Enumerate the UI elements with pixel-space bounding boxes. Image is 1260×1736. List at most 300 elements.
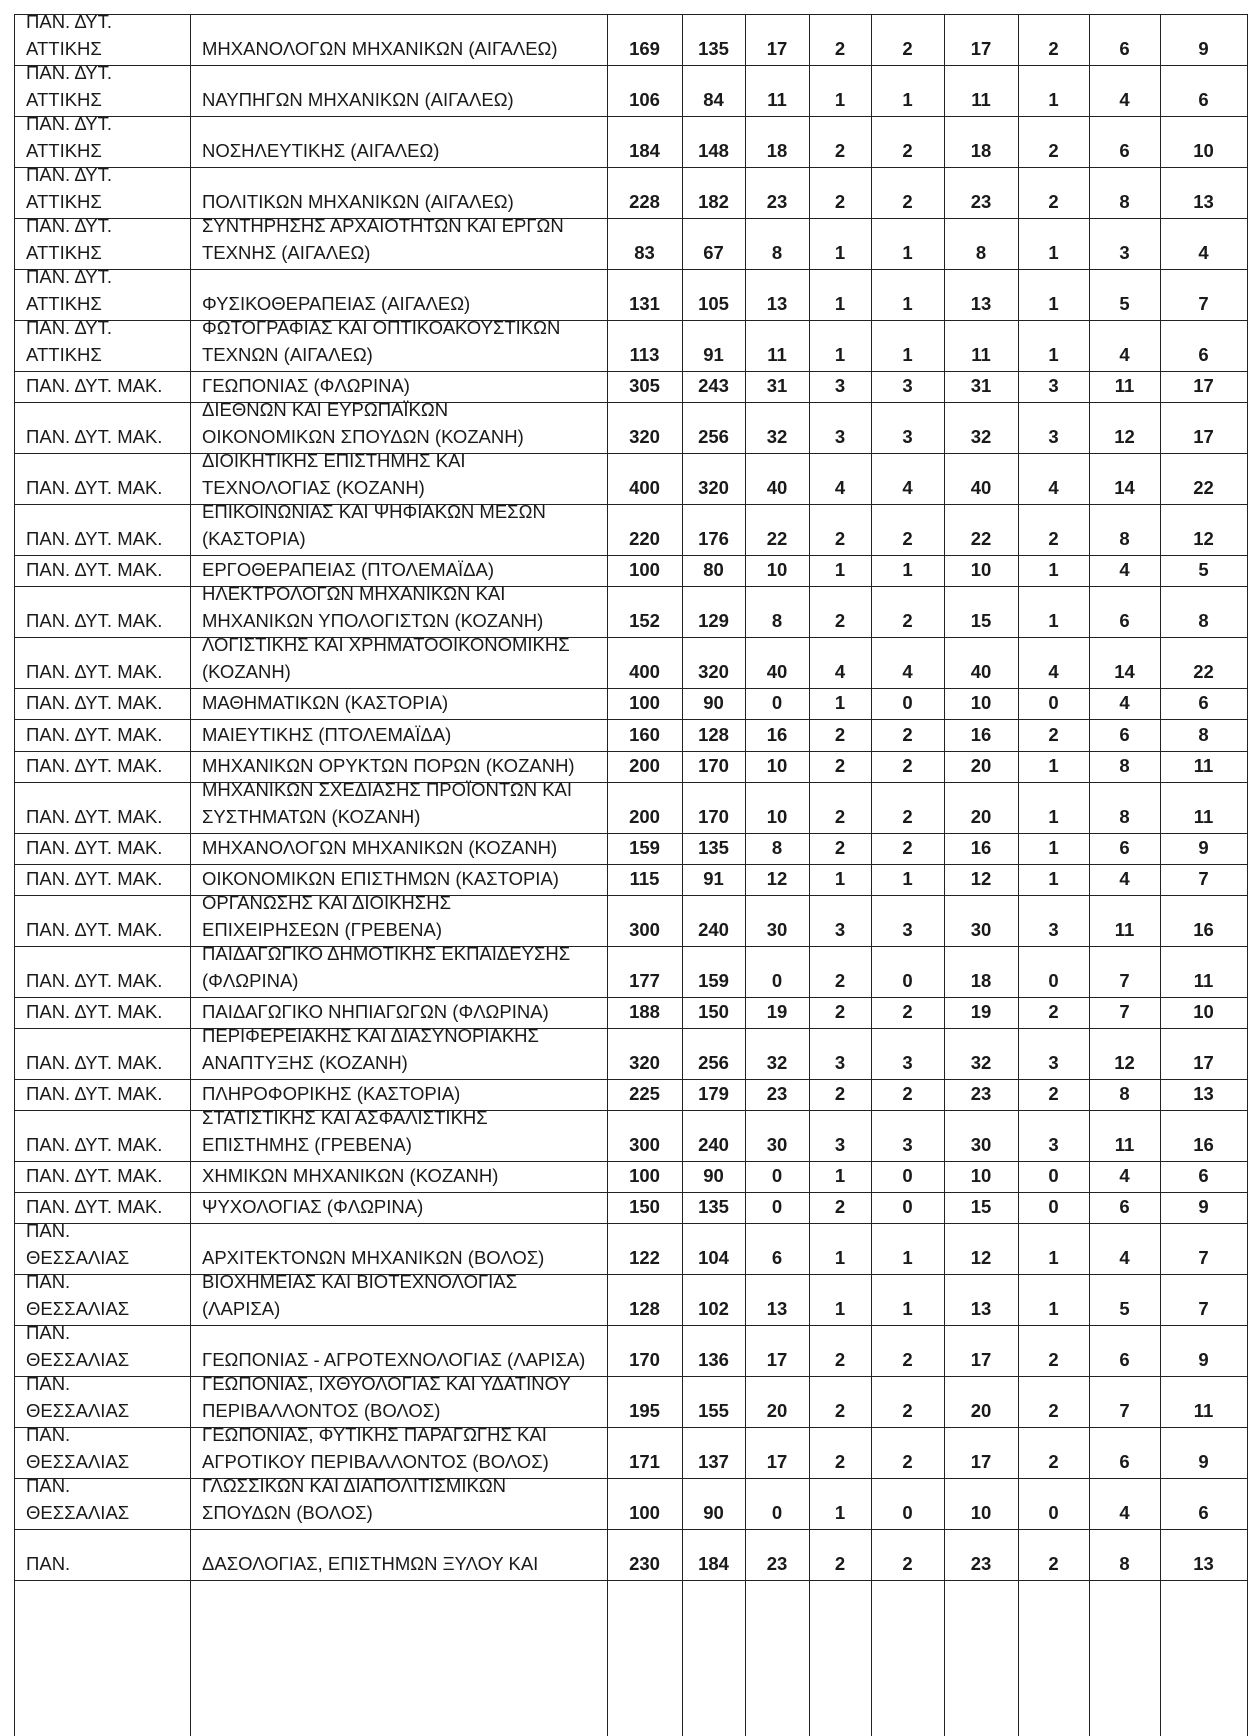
value-cell-col-9: 11 xyxy=(1193,1400,1214,1421)
value-cell-col-7: 2 xyxy=(1048,191,1059,212)
value-cell-col-7: 2 xyxy=(1048,1001,1059,1022)
department-cell xyxy=(190,1107,607,1161)
value-cell-col-2: 148 xyxy=(698,140,729,161)
department-cell xyxy=(190,269,607,320)
department-name: ΓΕΩΠΟΝΙΑΣ (ΦΛΩΡΙΝΑ) xyxy=(202,375,410,396)
value-cell-col-4: 4 xyxy=(834,477,846,498)
university-name: ΠΑΝ. ΔΥΤ. ΜΑΚ. xyxy=(26,1001,163,1022)
value-cell-col-5: 3 xyxy=(902,919,913,940)
value-cell-col-9: 16 xyxy=(1193,919,1214,940)
value-cell-col-6: 19 xyxy=(970,1001,992,1022)
value-cell-col-6: 23 xyxy=(970,1553,992,1574)
row-divider xyxy=(14,1580,1247,1581)
value-cell-col-9: 9 xyxy=(1198,38,1209,59)
value-cell-col-9: 9 xyxy=(1198,1349,1209,1370)
value-cell-col-6: 15 xyxy=(970,610,992,631)
value-cell-col-2: 184 xyxy=(698,1553,729,1574)
value-cell-col-3: 23 xyxy=(766,1553,788,1574)
value-cell-col-4: 2 xyxy=(834,1553,846,1574)
value-cell-col-1: 300 xyxy=(629,919,660,940)
value-cell-col-8: 12 xyxy=(1114,1052,1135,1073)
value-cell-col-8: 6 xyxy=(1119,724,1130,745)
value-cell-col-1: 184 xyxy=(629,140,660,161)
value-cell-col-4: 2 xyxy=(834,528,846,549)
department-name: ΣΥΝΤΗΡΗΣΗΣ ΑΡΧΑΙΟΤΗΤΩΝ ΚΑΙ ΕΡΓΩΝ ΤΕΧΝΗΣ (ΑΙΓΑΛΕΩ) xyxy=(202,215,564,263)
value-cell-col-2: 243 xyxy=(698,375,729,396)
value-cell-col-7: 1 xyxy=(1048,806,1059,827)
value-cell-col-8: 8 xyxy=(1119,806,1130,827)
value-cell-col-9: 16 xyxy=(1193,1134,1214,1155)
university-name: ΠΑΝ. ΘΕΣΣΑΛΙΑΣ xyxy=(26,1475,130,1523)
value-cell-col-5: 2 xyxy=(902,1001,913,1022)
value-cell-col-2: 182 xyxy=(698,191,729,212)
university-name: ΠΑΝ. ΔΥΤ. ΜΑΚ. xyxy=(26,724,163,745)
value-cell-col-5: 1 xyxy=(902,1298,913,1319)
university-cell xyxy=(14,317,190,371)
value-cell-col-6: 40 xyxy=(970,661,992,682)
value-cell-col-3: 30 xyxy=(766,919,788,940)
value-cell-col-3: 6 xyxy=(771,1247,783,1268)
university-cell xyxy=(14,555,190,586)
value-cell-col-6: 23 xyxy=(970,1083,992,1104)
value-cell-col-9: 6 xyxy=(1198,1502,1209,1523)
row-divider xyxy=(14,1427,1247,1428)
department-cell xyxy=(190,943,607,997)
value-cell-col-4: 1 xyxy=(834,1165,846,1186)
university-name: ΠΑΝ. ΔΥΤ. ΜΑΚ. xyxy=(26,610,163,631)
value-cell-col-3: 19 xyxy=(766,1001,788,1022)
value-cell-col-6: 10 xyxy=(970,1502,992,1523)
value-cell-col-9: 8 xyxy=(1198,610,1209,631)
value-cell-col-1: 160 xyxy=(629,724,660,745)
value-cell-col-7: 4 xyxy=(1048,477,1059,498)
value-cell-col-5: 4 xyxy=(902,661,913,682)
value-cell-col-9: 17 xyxy=(1193,426,1214,447)
value-cell-col-5: 1 xyxy=(902,242,913,263)
value-cell-col-2: 90 xyxy=(703,1502,724,1523)
row-divider xyxy=(14,782,1247,783)
value-cell-col-2: 135 xyxy=(698,38,729,59)
row-divider xyxy=(14,751,1247,752)
value-cell-col-9: 17 xyxy=(1193,1052,1214,1073)
row-divider xyxy=(14,453,1247,454)
value-cell-col-8: 8 xyxy=(1119,528,1130,549)
value-cell-col-2: 91 xyxy=(703,344,724,365)
value-cell-col-7: 2 xyxy=(1048,1349,1059,1370)
department-cell xyxy=(190,634,607,688)
department-cell xyxy=(190,892,607,946)
value-cell-col-7: 1 xyxy=(1048,293,1059,314)
value-cell-col-1: 152 xyxy=(629,610,660,631)
value-cell-col-9: 7 xyxy=(1198,868,1209,889)
row-divider xyxy=(14,320,1247,321)
value-cell-col-1: 100 xyxy=(629,559,660,580)
department-name: ΒΙΟΧΗΜΕΙΑΣ ΚΑΙ ΒΙΟΤΕΧΝΟΛΟΓΙΑΣ (ΛΑΡΙΣΑ) xyxy=(202,1271,518,1319)
row-divider xyxy=(14,719,1247,720)
table-row xyxy=(0,1107,1260,1161)
value-cell-col-4: 1 xyxy=(834,1298,846,1319)
department-cell xyxy=(190,116,607,167)
value-cell-col-7: 2 xyxy=(1048,724,1059,745)
university-name: ΠΑΝ. ΔΥΤ. ΜΑΚ. xyxy=(26,559,163,580)
value-cell-col-9: 5 xyxy=(1198,559,1209,580)
value-cell-col-8: 5 xyxy=(1119,1298,1130,1319)
value-cell-col-6: 11 xyxy=(971,89,991,110)
university-cell xyxy=(14,1475,190,1529)
row-divider xyxy=(14,371,1247,372)
value-cell-col-9: 11 xyxy=(1193,806,1214,827)
table-row xyxy=(0,1220,1260,1274)
value-cell-col-3: 32 xyxy=(766,1052,788,1073)
value-cell-col-8: 4 xyxy=(1119,1502,1130,1523)
value-cell-col-3: 10 xyxy=(766,806,788,827)
value-cell-col-3: 0 xyxy=(771,692,783,713)
value-cell-col-9: 11 xyxy=(1193,970,1214,991)
row-divider xyxy=(14,1274,1247,1275)
university-cell xyxy=(14,62,190,116)
department-name: ΑΡΧΙΤΕΚΤΟΝΩΝ ΜΗΧΑΝΙΚΩΝ (ΒΟΛΟΣ) xyxy=(202,1247,545,1268)
value-cell-col-8: 11 xyxy=(1114,1134,1135,1155)
value-cell-col-7: 1 xyxy=(1048,837,1059,858)
value-cell-col-1: 177 xyxy=(629,970,660,991)
university-name: ΠΑΝ. ΔΥΤ. ΜΑΚ. xyxy=(26,477,163,498)
value-cell-col-7: 0 xyxy=(1048,1502,1059,1523)
value-cell-col-3: 8 xyxy=(771,837,783,858)
value-cell-col-7: 4 xyxy=(1048,661,1059,682)
value-cell-col-1: 106 xyxy=(629,89,660,110)
value-cell-col-3: 23 xyxy=(766,1083,788,1104)
table-row xyxy=(0,688,1260,719)
value-cell-col-6: 17 xyxy=(970,1349,992,1370)
department-name: ΓΕΩΠΟΝΙΑΣ - ΑΓΡΟΤΕΧΝΟΛΟΓΙΑΣ (ΛΑΡΙΣΑ) xyxy=(202,1349,586,1370)
university-cell xyxy=(14,1271,190,1325)
value-cell-col-8: 4 xyxy=(1119,89,1130,110)
value-cell-col-7: 0 xyxy=(1048,970,1059,991)
department-name: ΠΑΙΔΑΓΩΓΙΚΟ ΝΗΠΙΑΓΩΓΩΝ (ΦΛΩΡΙΝΑ) xyxy=(202,1001,549,1022)
value-cell-col-2: 137 xyxy=(698,1451,729,1472)
department-name: ΕΡΓΟΘΕΡΑΠΕΙΑΣ (ΠΤΟΛΕΜΑΪΔΑ) xyxy=(202,559,495,580)
university-name: ΠΑΝ. ΔΥΤ. ΑΤΤΙΚΗΣ xyxy=(26,113,113,161)
row-divider xyxy=(14,946,1247,947)
value-cell-col-4: 2 xyxy=(834,970,846,991)
value-cell-col-7: 1 xyxy=(1048,610,1059,631)
value-cell-col-2: 90 xyxy=(703,1165,724,1186)
value-cell-col-9: 22 xyxy=(1193,661,1214,682)
value-cell-col-2: 67 xyxy=(703,242,724,263)
university-cell xyxy=(14,215,190,269)
value-cell-col-4: 1 xyxy=(834,1502,846,1523)
value-cell-col-5: 2 xyxy=(902,191,913,212)
value-cell-col-9: 10 xyxy=(1193,1001,1214,1022)
value-cell-col-4: 2 xyxy=(834,806,846,827)
value-cell-col-2: 104 xyxy=(698,1247,729,1268)
value-cell-col-4: 3 xyxy=(834,1052,846,1073)
table-row xyxy=(0,583,1260,637)
value-cell-col-3: 23 xyxy=(766,191,788,212)
university-cell xyxy=(14,1220,190,1274)
value-cell-col-4: 2 xyxy=(834,755,846,776)
value-cell-col-6: 32 xyxy=(970,426,992,447)
value-cell-col-7: 3 xyxy=(1048,375,1059,396)
university-cell xyxy=(14,1079,190,1110)
value-cell-col-1: 228 xyxy=(629,191,660,212)
value-cell-col-3: 18 xyxy=(766,140,788,161)
department-cell xyxy=(190,167,607,218)
table-row xyxy=(0,1529,1260,1580)
column-divider xyxy=(14,14,15,1736)
department-cell xyxy=(190,1424,607,1478)
value-cell-col-8: 6 xyxy=(1119,140,1130,161)
value-cell-col-9: 10 xyxy=(1193,140,1214,161)
row-divider xyxy=(14,864,1247,865)
value-cell-col-4: 2 xyxy=(834,1196,846,1217)
value-cell-col-7: 1 xyxy=(1048,755,1059,776)
value-cell-col-2: 91 xyxy=(703,868,724,889)
row-divider xyxy=(14,586,1247,587)
value-cell-col-4: 3 xyxy=(834,1134,846,1155)
value-cell-col-8: 8 xyxy=(1119,191,1130,212)
department-cell xyxy=(190,1373,607,1427)
row-divider xyxy=(14,1529,1247,1530)
value-cell-col-1: 300 xyxy=(629,1134,660,1155)
value-cell-col-9: 7 xyxy=(1198,1247,1209,1268)
value-cell-col-6: 30 xyxy=(970,919,992,940)
department-name: ΓΕΩΠΟΝΙΑΣ, ΙΧΘΥΟΛΟΓΙΑΣ ΚΑΙ ΥΔΑΤΙΝΟΥ ΠΕΡΙΒΑΛΛΟΝΤΟΣ (ΒΟΛΟΣ) xyxy=(202,1373,571,1421)
value-cell-col-8: 5 xyxy=(1119,293,1130,314)
value-cell-col-7: 2 xyxy=(1048,140,1059,161)
university-cell xyxy=(14,113,190,167)
value-cell-col-1: 100 xyxy=(629,692,660,713)
value-cell-col-1: 128 xyxy=(629,1298,660,1319)
university-name: ΠΑΝ. ΔΥΤ. ΜΑΚ. xyxy=(26,426,163,447)
row-divider xyxy=(14,1079,1247,1080)
row-divider xyxy=(14,65,1247,66)
row-divider xyxy=(14,167,1247,168)
value-cell-col-4: 2 xyxy=(834,1451,846,1472)
university-cell xyxy=(14,688,190,719)
table-row xyxy=(0,892,1260,946)
university-cell xyxy=(14,997,190,1028)
department-cell xyxy=(190,1325,607,1376)
value-cell-col-6: 20 xyxy=(970,1400,992,1421)
value-cell-col-1: 170 xyxy=(629,1349,660,1370)
value-cell-col-8: 11 xyxy=(1114,375,1135,396)
value-cell-col-6: 40 xyxy=(970,477,992,498)
value-cell-col-9: 22 xyxy=(1193,477,1214,498)
value-cell-col-5: 2 xyxy=(902,1083,913,1104)
value-cell-col-3: 10 xyxy=(766,755,788,776)
university-cell xyxy=(14,1110,190,1161)
value-cell-col-7: 3 xyxy=(1048,919,1059,940)
value-cell-col-4: 2 xyxy=(834,1400,846,1421)
value-cell-col-2: 320 xyxy=(698,477,729,498)
value-cell-col-5: 3 xyxy=(902,375,913,396)
row-divider xyxy=(14,1325,1247,1326)
value-cell-col-2: 155 xyxy=(698,1400,729,1421)
value-cell-col-8: 6 xyxy=(1119,610,1130,631)
department-name: ΛΟΓΙΣΤΙΚΗΣ ΚΑΙ ΧΡΗΜΑΤΟΟΙΚΟΝΟΜΙΚΗΣ (ΚΟΖΑΝΗ) xyxy=(202,634,570,682)
value-cell-col-6: 13 xyxy=(970,293,992,314)
row-divider xyxy=(14,1223,1247,1224)
value-cell-col-3: 17 xyxy=(766,1349,788,1370)
column-divider xyxy=(809,14,810,1736)
table-row xyxy=(0,634,1260,688)
value-cell-col-9: 4 xyxy=(1198,242,1209,263)
university-name: ΠΑΝ. ΔΥΤ. ΜΑΚ. xyxy=(26,1052,163,1073)
value-cell-col-5: 0 xyxy=(902,1502,913,1523)
value-cell-col-9: 7 xyxy=(1198,1298,1209,1319)
department-cell xyxy=(190,501,607,555)
value-cell-col-1: 159 xyxy=(629,837,660,858)
value-cell-col-4: 3 xyxy=(834,375,846,396)
row-divider xyxy=(14,895,1247,896)
university-name: ΠΑΝ. ΔΥΤ. ΜΑΚ. xyxy=(26,528,163,549)
value-cell-col-4: 2 xyxy=(834,1349,846,1370)
column-divider xyxy=(1018,14,1019,1736)
value-cell-col-6: 18 xyxy=(970,140,992,161)
value-cell-col-7: 3 xyxy=(1048,1134,1059,1155)
value-cell-col-4: 2 xyxy=(834,191,846,212)
row-divider xyxy=(14,402,1247,403)
department-cell xyxy=(190,1529,607,1580)
department-name: ΟΙΚΟΝΟΜΙΚΩΝ ΕΠΙΣΤΗΜΩΝ (ΚΑΣΤΟΡΙΑ) xyxy=(202,868,559,889)
row-divider xyxy=(14,1192,1247,1193)
value-cell-col-8: 8 xyxy=(1119,1083,1130,1104)
value-cell-col-2: 80 xyxy=(703,559,724,580)
department-cell xyxy=(190,1161,607,1192)
value-cell-col-2: 179 xyxy=(698,1083,729,1104)
value-cell-col-8: 8 xyxy=(1119,1553,1130,1574)
value-cell-col-6: 30 xyxy=(970,1134,992,1155)
department-cell xyxy=(190,1192,607,1223)
value-cell-col-4: 2 xyxy=(834,1001,846,1022)
column-divider xyxy=(1247,14,1248,1736)
value-cell-col-1: 113 xyxy=(629,344,660,365)
value-cell-col-7: 2 xyxy=(1048,528,1059,549)
value-cell-col-6: 20 xyxy=(970,806,992,827)
value-cell-col-7: 2 xyxy=(1048,1400,1059,1421)
value-cell-col-6: 10 xyxy=(970,692,992,713)
university-name: ΠΑΝ. ΔΥΤ. ΜΑΚ. xyxy=(26,375,163,396)
value-cell-col-8: 7 xyxy=(1119,1001,1130,1022)
value-cell-col-4: 1 xyxy=(834,242,846,263)
value-cell-col-6: 12 xyxy=(970,868,992,889)
value-cell-col-1: 115 xyxy=(629,868,660,889)
value-cell-col-1: 122 xyxy=(629,1247,660,1268)
value-cell-col-8: 6 xyxy=(1119,1196,1130,1217)
university-name: ΠΑΝ. ΔΥΤ. ΜΑΚ. xyxy=(26,755,163,776)
university-cell xyxy=(14,864,190,895)
value-cell-col-5: 2 xyxy=(902,837,913,858)
university-name: ΠΑΝ. ΔΥΤ. ΑΤΤΙΚΗΣ xyxy=(26,266,113,314)
table-row xyxy=(0,399,1260,453)
department-name: ΔΙΕΘΝΩΝ ΚΑΙ ΕΥΡΩΠΑΪΚΩΝ ΟΙΚΟΝΟΜΙΚΩΝ ΣΠΟΥΔΩΝ (ΚΟΖΑΝΗ) xyxy=(202,399,524,447)
university-cell xyxy=(14,371,190,402)
row-divider xyxy=(14,555,1247,556)
value-cell-col-6: 22 xyxy=(970,528,992,549)
value-cell-col-5: 2 xyxy=(902,1451,913,1472)
value-cell-col-5: 3 xyxy=(902,1134,913,1155)
column-divider xyxy=(1160,14,1161,1736)
value-cell-col-1: 100 xyxy=(629,1165,660,1186)
university-cell xyxy=(14,453,190,504)
row-divider xyxy=(14,1376,1247,1377)
value-cell-col-7: 1 xyxy=(1048,344,1059,365)
value-cell-col-7: 0 xyxy=(1048,692,1059,713)
column-divider xyxy=(745,14,746,1736)
value-cell-col-2: 84 xyxy=(703,89,724,110)
value-cell-col-5: 2 xyxy=(902,38,913,59)
value-cell-col-1: 400 xyxy=(629,661,660,682)
value-cell-col-3: 31 xyxy=(766,375,788,396)
value-cell-col-6: 13 xyxy=(970,1298,992,1319)
value-cell-col-9: 7 xyxy=(1198,293,1209,314)
value-cell-col-8: 4 xyxy=(1119,868,1130,889)
value-cell-col-5: 0 xyxy=(902,1165,913,1186)
university-name: ΠΑΝ. ΘΕΣΣΑΛΙΑΣ xyxy=(26,1271,130,1319)
department-cell xyxy=(190,215,607,269)
table-row xyxy=(0,371,1260,402)
university-name: ΠΑΝ. ΘΕΣΣΑΛΙΑΣ xyxy=(26,1220,130,1268)
value-cell-col-2: 159 xyxy=(698,970,729,991)
university-cell xyxy=(14,719,190,751)
department-cell xyxy=(190,1271,607,1325)
university-name: ΠΑΝ. ΘΕΣΣΑΛΙΑΣ xyxy=(26,1373,130,1421)
column-divider xyxy=(607,14,608,1736)
department-name: ΓΕΩΠΟΝΙΑΣ, ΦΥΤΙΚΗΣ ΠΑΡΑΓΩΓΗΣ ΚΑΙ ΑΓΡΟΤΙΚΟΥ ΠΕΡΙΒΑΛΛΟΝΤΟΣ (ΒΟΛΟΣ) xyxy=(202,1424,549,1472)
value-cell-col-4: 2 xyxy=(834,1083,846,1104)
table-row xyxy=(0,751,1260,782)
value-cell-col-4: 1 xyxy=(834,692,846,713)
table-row xyxy=(0,1373,1260,1427)
department-name: ΠΑΙΔΑΓΩΓΙΚΟ ΔΗΜΟΤΙΚΗΣ ΕΚΠΑΙΔΕΥΣΗΣ (ΦΛΩΡΙΝΑ) xyxy=(202,943,571,991)
table-row xyxy=(0,1271,1260,1325)
value-cell-col-9: 9 xyxy=(1198,1196,1209,1217)
value-cell-col-7: 3 xyxy=(1048,1052,1059,1073)
value-cell-col-6: 17 xyxy=(970,1451,992,1472)
table-row xyxy=(0,1322,1260,1376)
value-cell-col-2: 256 xyxy=(698,1052,729,1073)
row-divider xyxy=(14,833,1247,834)
value-cell-col-4: 4 xyxy=(834,661,846,682)
department-name: ΝΟΣΗΛΕΥΤΙΚΗΣ (ΑΙΓΑΛΕΩ) xyxy=(202,140,440,161)
value-cell-col-9: 8 xyxy=(1198,724,1209,745)
university-name: ΠΑΝ. ΔΥΤ. ΜΑΚ. xyxy=(26,661,163,682)
table-row xyxy=(0,113,1260,167)
department-name: ΜΑΘΗΜΑΤΙΚΩΝ (ΚΑΣΤΟΡΙΑ) xyxy=(202,692,449,713)
value-cell-col-2: 105 xyxy=(698,293,729,314)
value-cell-col-1: 225 xyxy=(629,1083,660,1104)
university-cell xyxy=(14,1028,190,1079)
department-cell xyxy=(190,317,607,371)
department-name: ΔΑΣΟΛΟΓΙΑΣ, ΕΠΙΣΤΗΜΩΝ ΞΥΛΟΥ ΚΑΙ xyxy=(202,1553,539,1574)
value-cell-col-4: 2 xyxy=(834,38,846,59)
column-divider xyxy=(190,14,191,1736)
value-cell-col-7: 1 xyxy=(1048,242,1059,263)
value-cell-col-3: 20 xyxy=(766,1400,788,1421)
value-cell-col-2: 135 xyxy=(698,837,729,858)
value-cell-col-8: 4 xyxy=(1119,559,1130,580)
table-row xyxy=(0,943,1260,997)
department-cell xyxy=(190,779,607,833)
value-cell-col-7: 1 xyxy=(1048,89,1059,110)
table-row xyxy=(0,164,1260,218)
value-cell-col-8: 6 xyxy=(1119,1349,1130,1370)
row-divider xyxy=(14,637,1247,638)
row-divider xyxy=(14,269,1247,270)
value-cell-col-9: 17 xyxy=(1193,375,1214,396)
value-cell-col-2: 240 xyxy=(698,1134,729,1155)
